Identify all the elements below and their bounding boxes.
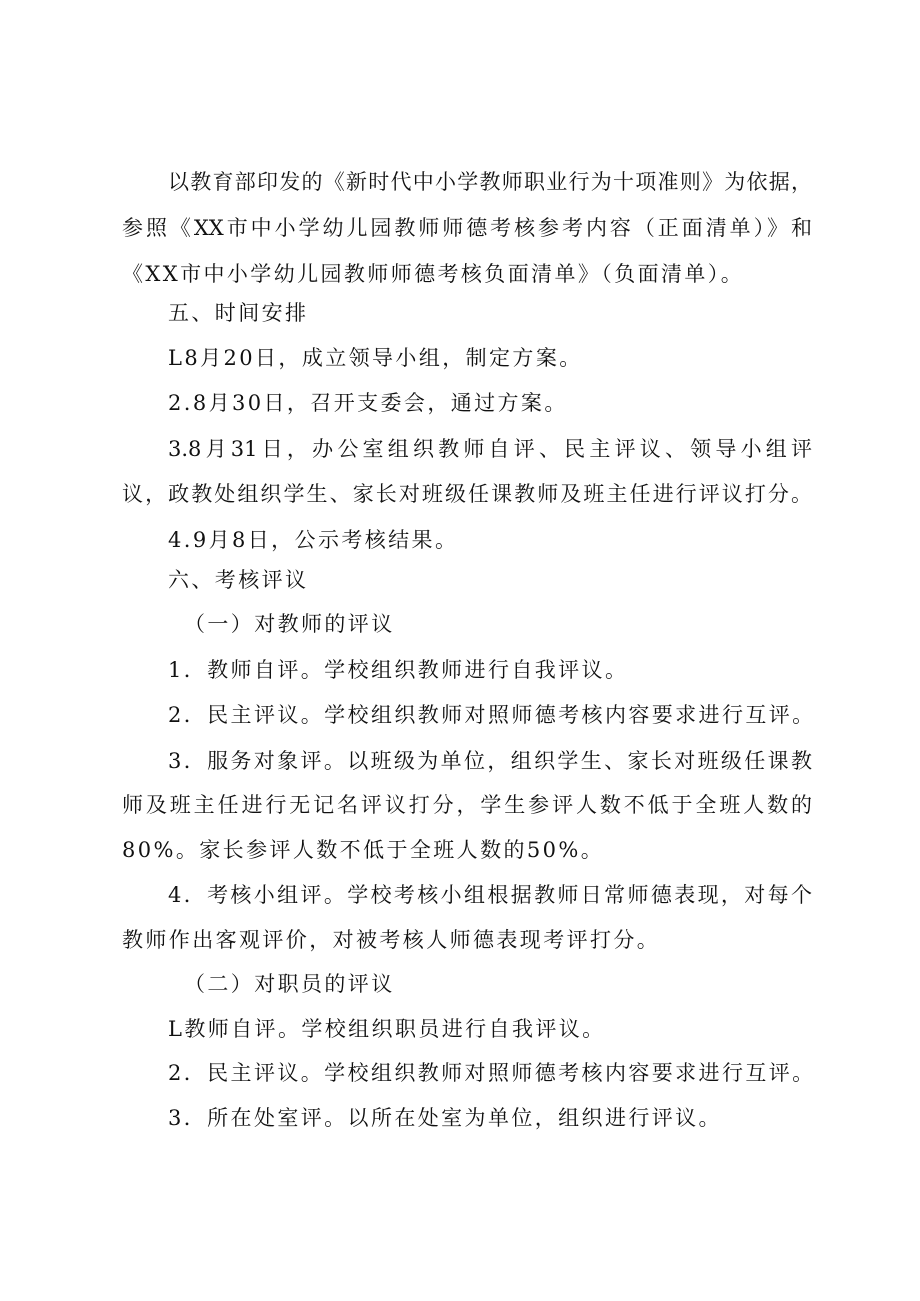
schedule-item-3: 3.8月31日，办公室组织教师自评、民主评议、领导小组评	[168, 437, 812, 461]
staff-item-2: 2．民主评议。学校组织教师对照师德考核内容要求进行互评。	[168, 1061, 816, 1085]
teacher-item-1: 1．教师自评。学校组织教师进行自我评议。	[168, 658, 629, 682]
subheading-teachers: （一）对教师的评议	[184, 612, 395, 636]
teacher-item-3-cont: 师及班主任进行无记名评议打分，学生参评人数不低于全班人数的	[122, 793, 812, 817]
section-heading-schedule: 五、时间安排	[168, 301, 309, 325]
teacher-item-4: 4．考核小组评。学校考核小组根据教师日常师德表现，对每个	[168, 883, 812, 907]
schedule-item-1: L8月20日，成立领导小组，制定方案。	[168, 346, 583, 370]
body-line-1: 以教育部印发的《新时代中小学教师职业行为十项准则》为依据，	[168, 170, 812, 194]
body-line-3: 《XX市中小学幼儿园教师师德考核负面清单》（负面清单）。	[122, 262, 745, 286]
section-heading-evaluation: 六、考核评议	[168, 568, 309, 592]
subheading-staff: （二）对职员的评议	[184, 972, 395, 996]
teacher-item-4-cont: 教师作出客观评价，对被考核人师德表现考评打分。	[122, 928, 661, 952]
schedule-item-2: 2.8月30日，召开支委会，通过方案。	[168, 391, 568, 415]
teacher-item-2: 2．民主评议。学校组织教师对照师德考核内容要求进行互评。	[168, 703, 816, 727]
teacher-item-3: 3．服务对象评。以班级为单位，组织学生、家长对班级任课教	[168, 749, 812, 773]
body-line-2: 参照《XX市中小学幼儿园教师师德考核参考内容（正面清单）》和	[122, 216, 812, 240]
schedule-item-3-cont: 议，政教处组织学生、家长对班级任课教师及班主任进行评议打分。	[122, 482, 812, 506]
staff-item-3: 3．所在处室评。以所在处室为单位，组织进行评议。	[168, 1106, 722, 1130]
staff-item-1: L教师自评。学校组织职员进行自我评议。	[168, 1017, 606, 1041]
schedule-item-4: 4.9月8日，公示考核结果。	[168, 528, 459, 552]
teacher-item-3-cont-2: 80%。家长参评人数不低于全班人数的50%。	[122, 838, 605, 862]
